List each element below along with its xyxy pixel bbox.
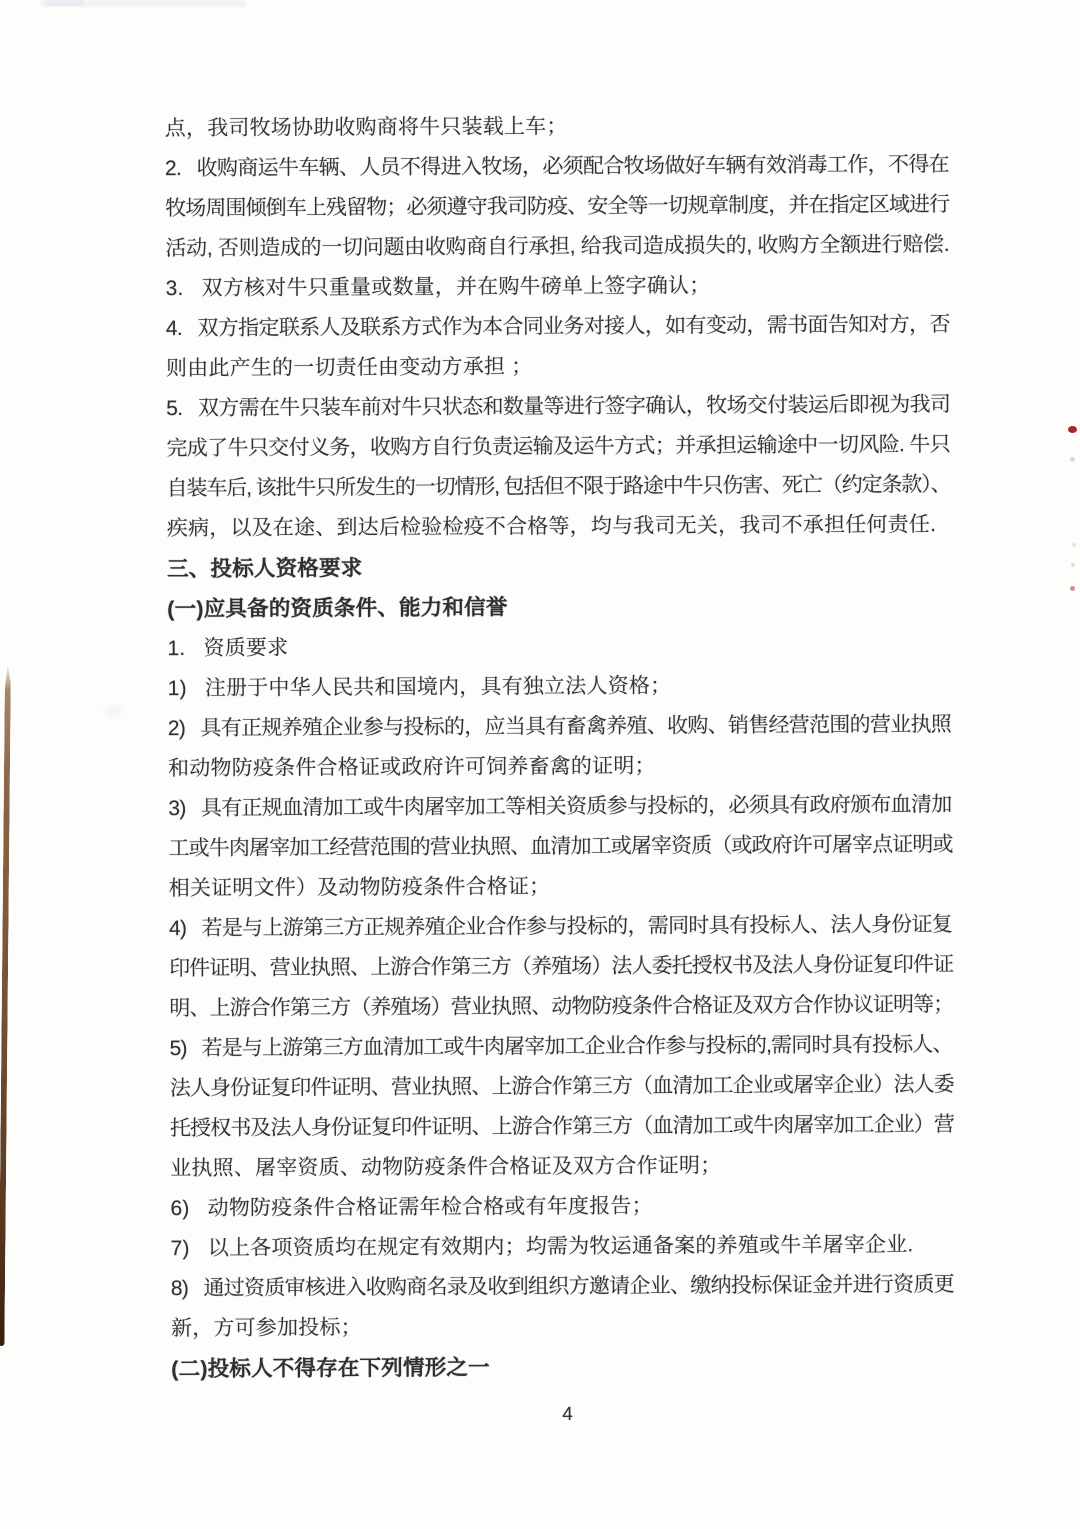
- document-text-lines: [165, 105, 964, 1389]
- text-line: 则由此产生的一切责任由变动方承担 ；: [165, 355, 533, 381]
- scan-fold-line-artifact: [0, 663, 11, 1346]
- faint-speck-artifact: [1071, 563, 1075, 567]
- heading-line: 三、投标人资格要求: [167, 556, 363, 582]
- text-line: 新，方可参加投标；: [170, 1316, 362, 1341]
- text-line: 相关证明文件）及动物防疫条件合格证；: [168, 875, 551, 901]
- text-line: 8) 通过资质审核进入收购商名录及收到组织方邀请企业、缴纳投标保证金并进行资质更: [170, 1272, 955, 1301]
- heading-line: (二)投标人不得存在下列情形之一: [171, 1355, 490, 1382]
- faint-speck-artifact: [1072, 543, 1076, 547]
- text-line: 和动物防疫条件合格证或政府许可饲养畜禽的证明；: [168, 754, 656, 781]
- paper-blotch-artifact: [104, 706, 122, 716]
- text-line: 托授权书及法人身份证复印件证明、上游合作第三方（血清加工或牛肉屠宰加工企业）营: [169, 1112, 955, 1141]
- text-line: 牧场周围倾倒车上残留物；必须遵守我司防疫、安全等一切规章制度，并在指定区域进行: [165, 192, 950, 221]
- text-line: 疾病，以及在途、到达后检验检疫不合格等，均与我司无关，我司不承担任何责任.: [166, 513, 937, 541]
- page-number: 4: [562, 1403, 573, 1426]
- heading-line: (一)应具备的资质条件、能力和信誉: [167, 595, 508, 622]
- text-line: 活动, 否则造成的一切问题由收购商自行承担, 给我司造成损失的, 收购方全额进行赔偿.: [165, 232, 950, 261]
- text-line: 2) 具有正规养殖企业参与投标的，应当具有畜禽养殖、收购、销售经营范围的营业执照: [167, 712, 952, 741]
- text-line: 5) 若是与上游第三方血清加工或牛肉屠宰加工企业合作参与投标的,需同时具有投标人、: [169, 1032, 953, 1061]
- text-line: 3) 具有正规血清加工或牛肉屠宰加工等相关资质参与投标的，必须具有政府颁布血清加: [168, 792, 952, 821]
- red-ink-speck-artifact: [1070, 586, 1075, 591]
- text-line: 6) 动物防疫条件合格证需年检合格或有年度报告；: [170, 1194, 653, 1221]
- scan-edge-smudge-artifact: [46, 0, 84, 6]
- text-line: 1. 资质要求: [167, 636, 289, 661]
- text-line: 印件证明、营业执照、上游合作第三方（养殖场）法人委托授权书及法人身份证复印件证: [169, 952, 954, 981]
- document-body: [165, 105, 964, 1428]
- text-line: 5. 双方需在牛只装车前对牛只状态和数量等进行签字确认，牧场交付装运后即视为我司: [166, 392, 951, 421]
- text-line: 工或牛肉屠宰加工经营范围的营业执照、血清加工或屠宰资质（或政府许可屠宰点证明或: [168, 832, 953, 861]
- text-line: 2. 收购商运牛车辆、人员不得进入牧场，必须配合牧场做好车辆有效消毒工作，不得在: [164, 152, 950, 181]
- red-ink-speck-artifact: [1068, 426, 1077, 433]
- text-line: 完成了牛只交付义务，收购方自行负责运输及运牛方式；并承担运输途中一切风险. 牛只: [166, 432, 951, 461]
- text-line: 自装车后, 该批牛只所发生的一切情形, 包括但不限于路途中牛只伤害、死亡（约定条款）、: [166, 472, 951, 501]
- text-line: 法人身份证复印件证明、营业执照、上游合作第三方（血清加工企业或屠宰企业）法人委: [169, 1072, 954, 1101]
- text-line: 3. 双方核对牛只重量或数量，并在购牛磅单上签字确认；: [165, 274, 711, 301]
- text-line: 明、上游合作第三方（养殖场）营业执照、动物防疫条件合格证及双方合作协议证明等；: [169, 992, 954, 1021]
- gray-speck-artifact: [1070, 457, 1075, 462]
- text-line: 业执照、屠宰资质、动物防疫条件合格证及双方合作证明；: [170, 1154, 722, 1181]
- text-line: 1) 注册于中华人民共和国境内，具有独立法人资格；: [167, 674, 672, 701]
- text-line: 点，我司牧场协助收购商将牛只装载上车；: [164, 114, 568, 141]
- text-line: 7) 以上各项资质均在规定有效期内；均需为牧运通备案的养殖或牛羊屠宰企业.: [170, 1233, 914, 1261]
- text-line: 4. 双方指定联系人及联系方式作为本合同业务对接人，如有变动，需书面告知对方，否: [165, 312, 950, 341]
- text-line: 4) 若是与上游第三方正规养殖企业合作参与投标的，需同时具有投标人、法人身份证复: [168, 912, 953, 941]
